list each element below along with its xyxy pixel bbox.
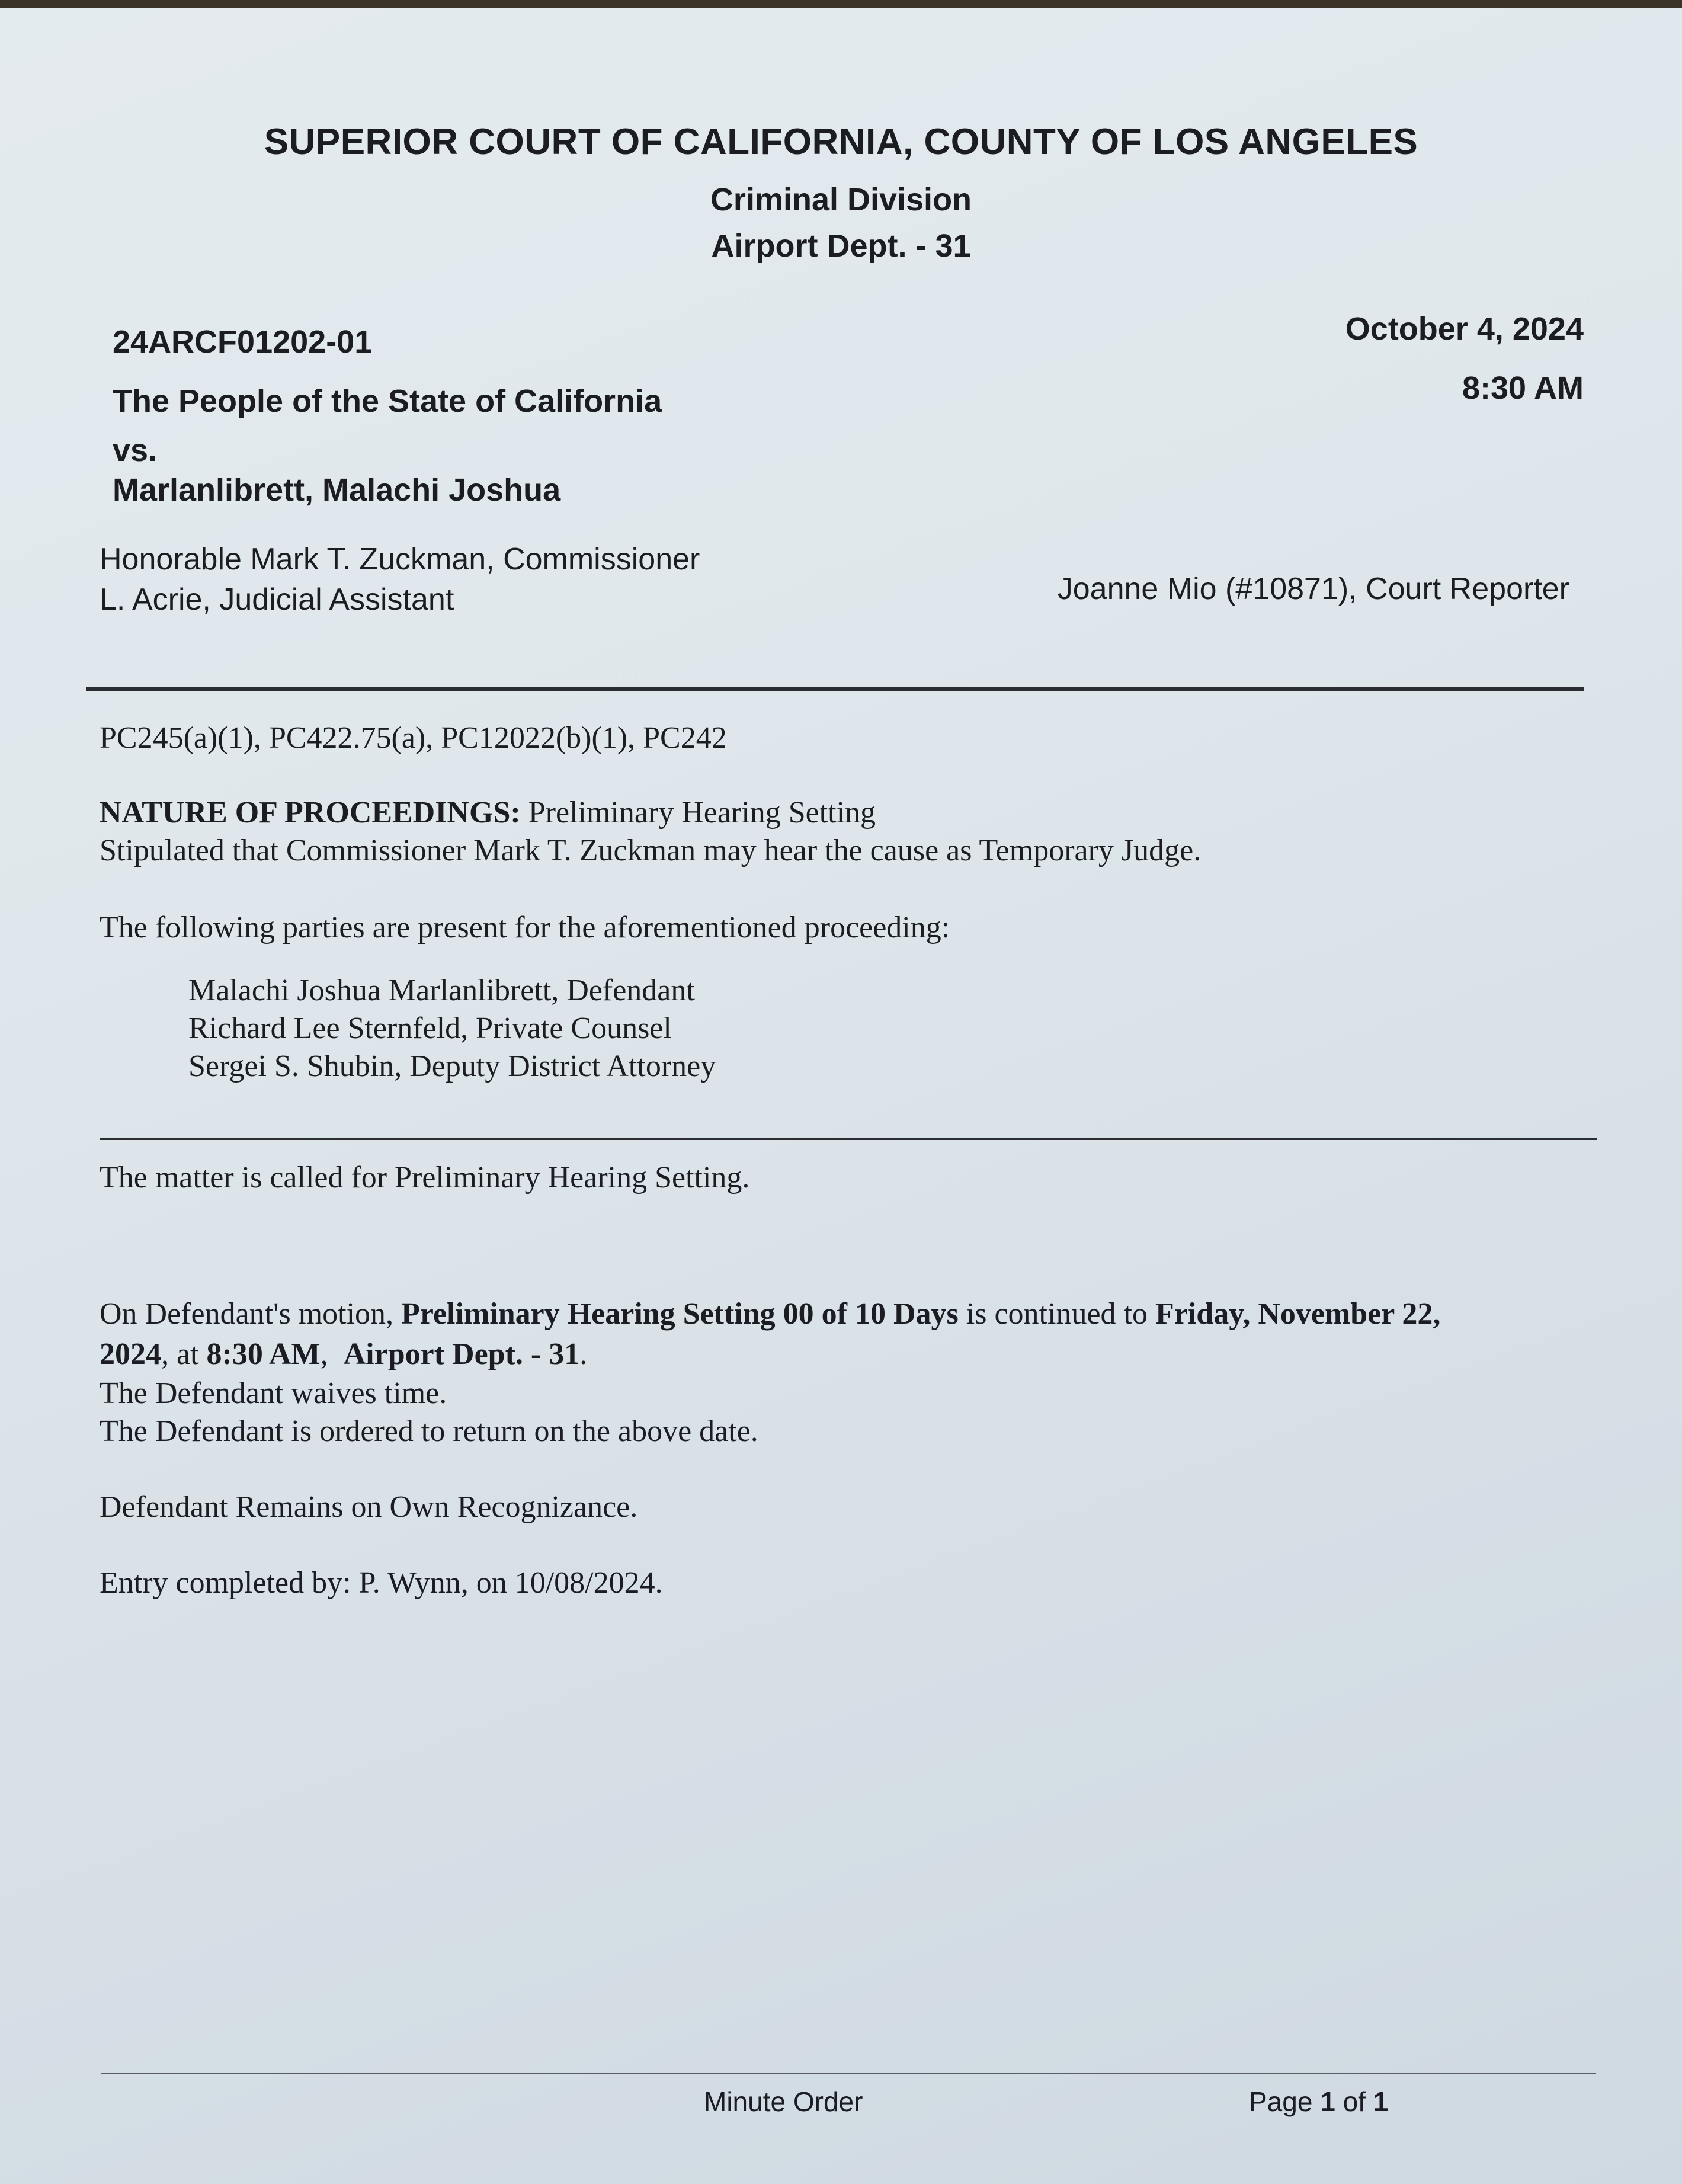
- party-defendant: Malachi Joshua Marlanlibrett, Defendant: [188, 973, 695, 1007]
- header-divider: [86, 687, 1584, 691]
- footer-doc-type: Minute Order: [704, 2086, 863, 2117]
- motion-prefix: On Defendant's motion,: [100, 1297, 402, 1331]
- motion-mid: is continued to: [958, 1297, 1155, 1331]
- parties-intro: The following parties are present for the aforementioned proceeding:: [100, 911, 950, 944]
- page-label: Page: [1249, 2086, 1321, 2117]
- page-current: 1: [1320, 2086, 1335, 2117]
- motion-end: .: [579, 1337, 588, 1371]
- footer-page-number: [1249, 2086, 1388, 2118]
- nature-value: Preliminary Hearing Setting: [520, 796, 876, 830]
- hearing-date: October 4, 2024: [1345, 311, 1584, 347]
- recognizance-status: Defendant Remains on Own Recognizance.: [100, 1490, 638, 1524]
- versus: vs.: [113, 433, 158, 468]
- motion-dept: Airport Dept. - 31: [343, 1337, 580, 1371]
- motion-line-2: [100, 1337, 587, 1372]
- motion-line-1: [100, 1296, 1440, 1331]
- entry-completed: Entry completed by: P. Wynn, on 10/08/2024.: [100, 1566, 663, 1600]
- waives-time: The Defendant waives time.: [100, 1376, 447, 1410]
- motion-sep: ,: [320, 1337, 344, 1371]
- motion-hearing: Preliminary Hearing Setting 00 of 10 Days: [401, 1297, 959, 1331]
- court-department: Airport Dept. - 31: [711, 228, 971, 264]
- minute-order-page: [0, 8, 1682, 2184]
- court-title: SUPERIOR COURT OF CALIFORNIA, COUNTY OF LOS ANGELES: [264, 121, 1418, 162]
- motion-at: , at: [161, 1337, 207, 1371]
- defendant-name: Marlanlibrett, Malachi Joshua: [113, 472, 561, 508]
- nature-label: NATURE OF PROCEEDINGS:: [100, 796, 521, 830]
- party-prosecutor: Sergei S. Shubin, Deputy District Attorney: [188, 1049, 716, 1083]
- parties-divider: [100, 1138, 1597, 1140]
- court-division: Criminal Division: [710, 182, 972, 217]
- judicial-officer: Honorable Mark T. Zuckman, Commissioner: [100, 542, 700, 577]
- motion-date-b: 2024: [100, 1337, 161, 1371]
- case-number: 24ARCF01202-01: [113, 324, 373, 360]
- party-counsel: Richard Lee Sternfeld, Private Counsel: [188, 1011, 672, 1045]
- hearing-time: 8:30 AM: [1462, 370, 1584, 406]
- nature-of-proceedings: [100, 795, 876, 830]
- motion-date-a: Friday, November 22,: [1155, 1297, 1441, 1331]
- motion-time: 8:30 AM: [206, 1337, 321, 1371]
- judicial-assistant: L. Acrie, Judicial Assistant: [100, 582, 454, 617]
- plaintiff: The People of the State of California: [113, 383, 662, 419]
- stipulation: Stipulated that Commissioner Mark T. Zuckman may hear the cause as Temporary Judge.: [100, 834, 1202, 867]
- charges: PC245(a)(1), PC422.75(a), PC12022(b)(1), PC242: [100, 721, 727, 755]
- court-reporter: Joanne Mio (#10871), Court Reporter: [1057, 572, 1569, 606]
- matter-called: The matter is called for Preliminary Hearing Setting.: [100, 1161, 750, 1195]
- ordered-to-return: The Defendant is ordered to return on the above date.: [100, 1414, 758, 1448]
- page-total: 1: [1373, 2086, 1389, 2117]
- page-of: of: [1335, 2086, 1373, 2117]
- footer-divider: [101, 2073, 1596, 2074]
